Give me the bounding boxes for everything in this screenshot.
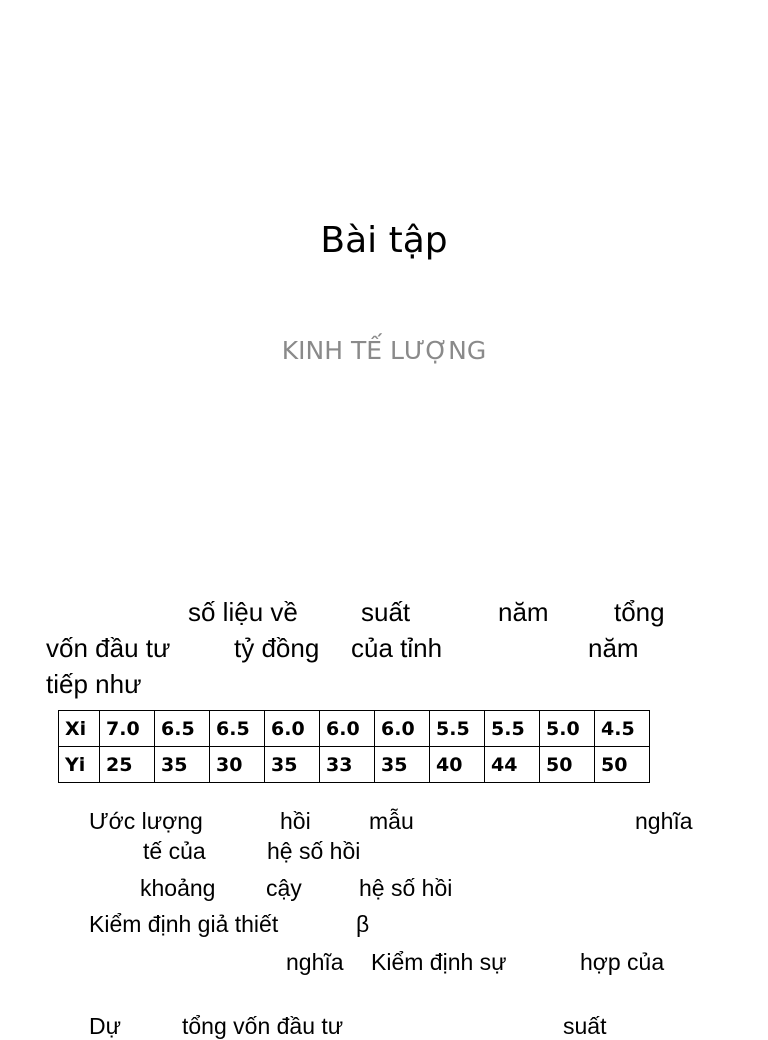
table-row bbox=[59, 711, 650, 747]
problem-line1-frag4: tổng bbox=[614, 597, 665, 627]
table-cell: 50 bbox=[595, 747, 650, 783]
table-cell: 6.0 bbox=[265, 711, 320, 747]
table-row bbox=[59, 747, 650, 783]
problem-line3-frag1: tiếp như bbox=[46, 669, 142, 699]
problem-line1-frag3: năm bbox=[498, 597, 549, 627]
problem-line2-frag4: năm bbox=[588, 633, 639, 663]
q1-frag1: Ước lượng bbox=[89, 808, 203, 834]
q1-frag4: nghĩa bbox=[635, 808, 693, 834]
problem-line2-frag1: vốn đầu tư bbox=[46, 633, 171, 663]
table-cell: 35 bbox=[375, 747, 430, 783]
q4-frag1: nghĩa bbox=[286, 949, 344, 975]
table-cell: 30 bbox=[210, 747, 265, 783]
q1b-frag1: tế của bbox=[143, 838, 206, 864]
table-cell: 4.5 bbox=[595, 711, 650, 747]
q3-frag2: β bbox=[356, 911, 370, 937]
table-cell: 5.5 bbox=[430, 711, 485, 747]
problem-line2-frag3: của tỉnh bbox=[351, 633, 443, 663]
table-cell: 35 bbox=[155, 747, 210, 783]
q2-frag2: cậy bbox=[266, 875, 302, 901]
q5-frag2: tổng vốn đầu tư bbox=[182, 1013, 344, 1039]
table-cell: 5.0 bbox=[540, 711, 595, 747]
table-cell: 7.0 bbox=[100, 711, 155, 747]
q1-frag3: mẫu bbox=[369, 808, 414, 834]
table-cell: 44 bbox=[485, 747, 540, 783]
q2-frag1: khoảng bbox=[140, 875, 216, 901]
table-cell: 6.5 bbox=[210, 711, 265, 747]
row-header-yi: Yi bbox=[59, 747, 100, 783]
slide-subtitle: KINH TẾ LƯỢNG bbox=[281, 336, 487, 365]
q5-frag3: suất bbox=[563, 1013, 607, 1039]
row-header-xi: Xi bbox=[59, 711, 100, 747]
table-cell: 25 bbox=[100, 747, 155, 783]
table-cell: 6.0 bbox=[320, 711, 375, 747]
q1-frag2: hồi bbox=[280, 808, 311, 834]
table-cell: 35 bbox=[265, 747, 320, 783]
q1b-frag2: hệ số hồi bbox=[267, 838, 361, 864]
table-cell: 50 bbox=[540, 747, 595, 783]
q4-frag2: Kiểm định sự bbox=[371, 949, 507, 975]
slide-title: Bài tập bbox=[320, 220, 448, 261]
problem-line1-frag2: suất bbox=[361, 597, 411, 627]
q3-frag1: Kiểm định giả thiết bbox=[89, 911, 279, 937]
problem-line1-frag1: số liệu về bbox=[188, 597, 298, 627]
q2-frag3: hệ số hồi bbox=[359, 875, 453, 901]
table-cell: 6.5 bbox=[155, 711, 210, 747]
table-cell: 5.5 bbox=[485, 711, 540, 747]
q5-frag1: Dự bbox=[89, 1013, 122, 1039]
table-cell: 6.0 bbox=[375, 711, 430, 747]
problem-line2-frag2: tỷ đồng bbox=[234, 633, 320, 663]
data-table bbox=[58, 710, 650, 783]
q4-frag3: hợp của bbox=[580, 949, 665, 975]
table-cell: 40 bbox=[430, 747, 485, 783]
table-cell: 33 bbox=[320, 747, 375, 783]
